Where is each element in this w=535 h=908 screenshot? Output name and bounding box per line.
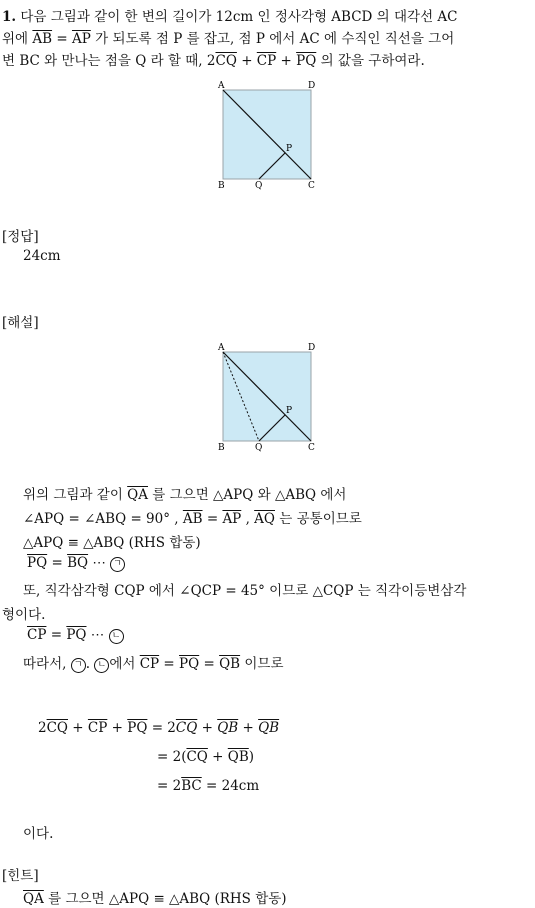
segment-cq: $\overline{CQ}$ bbox=[175, 720, 198, 736]
segment-cq: $\overline{CQ}$ bbox=[46, 720, 68, 736]
equals-term: = 2 bbox=[151, 720, 176, 736]
label-b: B bbox=[218, 181, 225, 191]
segment-bc: $\overline{BC}$ bbox=[181, 778, 202, 794]
label-c: C bbox=[308, 443, 315, 453]
solution-text: 에서 bbox=[109, 656, 136, 672]
segment-pq: $\overline{PQ}$ bbox=[296, 53, 317, 69]
solution-text: 이므로 bbox=[244, 656, 284, 672]
segment-qb: $\overline{QB}$ bbox=[227, 749, 249, 765]
plus-sign: + bbox=[72, 720, 84, 736]
equals-sign: = bbox=[206, 511, 219, 527]
solution-line-8 bbox=[23, 652, 284, 673]
label-a: A bbox=[218, 81, 225, 91]
circled-label-2: ㄴ bbox=[94, 658, 109, 673]
equals-term: = 2 bbox=[157, 778, 182, 794]
circled-label-1: ㄱ bbox=[71, 658, 86, 673]
segment-qb: $\overline{QB}$ bbox=[217, 720, 239, 736]
plus-sign: + bbox=[280, 53, 292, 69]
ellipsis: ⋯ bbox=[90, 627, 105, 643]
equation-line-2 bbox=[157, 749, 254, 765]
equals-sign: = bbox=[163, 656, 175, 672]
segment-qb: $\overline{QB}$ bbox=[219, 656, 241, 672]
plus-sign: + bbox=[242, 720, 254, 736]
plus-sign: + bbox=[241, 53, 253, 69]
answer-value: 24cm bbox=[23, 248, 61, 264]
hint-header: [힌트] bbox=[2, 868, 39, 884]
problem-text-3b: 의 값을 구하여라. bbox=[320, 53, 425, 69]
segment-cq: $\overline{CQ}$ bbox=[186, 749, 208, 765]
segment-ap: $\overline{AP}$ bbox=[71, 31, 91, 47]
segment-pq: $\overline{PQ}$ bbox=[179, 656, 200, 672]
solution-text: 따라서, bbox=[23, 656, 67, 672]
label-b: B bbox=[218, 443, 225, 453]
plus-sign: + bbox=[212, 749, 224, 765]
problem-text-1: 다음 그림과 같이 한 변의 길이가 12cm 인 정사각형 ABCD 의 대각선 AC bbox=[20, 9, 458, 25]
label-a: A bbox=[218, 343, 225, 353]
ellipsis: ⋯ bbox=[92, 555, 106, 571]
label-q: Q bbox=[255, 443, 263, 453]
equals-sign: = bbox=[51, 555, 63, 571]
hint-line bbox=[23, 887, 287, 907]
solution-text: 를 그으면 △APQ 와 △ABQ 에서 bbox=[152, 487, 347, 503]
circled-label-2: ㄴ bbox=[109, 629, 124, 644]
solution-line-5: 또, 직각삼각형 CQP 에서 ∠QCP = 45° 이므로 △CQP 는 직각이등변삼각 bbox=[23, 583, 467, 599]
solution-header: [해설] bbox=[2, 315, 39, 331]
segment-pq: $\overline{PQ}$ bbox=[66, 627, 87, 643]
equation-line-1 bbox=[38, 720, 279, 736]
segment-qb: $\overline{QB}$ bbox=[258, 720, 280, 736]
segment-ab: $\overline{AB}$ bbox=[182, 511, 203, 527]
solution-line-1 bbox=[23, 483, 346, 503]
segment-pq: $\overline{PQ}$ bbox=[27, 555, 48, 571]
segment-cp: $\overline{CP}$ bbox=[87, 720, 108, 736]
segment-cp: $\overline{CP}$ bbox=[139, 656, 160, 672]
separator: . bbox=[85, 656, 91, 672]
paren-close: ) bbox=[248, 749, 255, 765]
segment-bq: $\overline{BQ}$ bbox=[67, 555, 89, 571]
solution-text: 는 공통이므로 bbox=[279, 511, 362, 527]
result: = 24cm bbox=[206, 778, 260, 794]
problem-text-3a: 변 BC 와 만나는 점을 Q 라 할 때, 2 bbox=[2, 53, 216, 69]
solution-line-3: △APQ ≡ △ABQ (RHS 합동) bbox=[23, 535, 201, 551]
label-d: D bbox=[308, 81, 316, 91]
segment-cq: $\overline{CQ}$ bbox=[215, 53, 237, 69]
problem-line-1 bbox=[2, 5, 457, 25]
plus-sign: + bbox=[111, 720, 123, 736]
label-p: P bbox=[286, 406, 293, 416]
problem-text-2a: 위에 bbox=[2, 31, 29, 47]
equals-sign: = bbox=[50, 627, 63, 643]
segment-cp: $\overline{CP}$ bbox=[256, 53, 277, 69]
label-p: P bbox=[286, 144, 293, 154]
segment-cp: $\overline{CP}$ bbox=[27, 627, 47, 643]
equals-sign: = bbox=[203, 656, 215, 672]
solution-line-4 bbox=[27, 555, 125, 572]
segment-aq: $\overline{AQ}$ bbox=[254, 511, 275, 527]
comma: , bbox=[245, 511, 250, 527]
hint-text: 를 그으면 △APQ ≡ △ABQ (RHS 합동) bbox=[48, 891, 287, 907]
solution-line-6: 형이다. bbox=[2, 607, 46, 623]
label-q: Q bbox=[255, 181, 263, 191]
solution-text: 위의 그림과 같이 bbox=[23, 487, 123, 503]
solution-text: ∠APQ = ∠ABQ = 90° , bbox=[23, 511, 179, 527]
problem-line-3 bbox=[2, 49, 425, 69]
figure-solution bbox=[0, 337, 535, 457]
equals-term: = 2( bbox=[157, 749, 187, 765]
segment-ab: $\overline{AB}$ bbox=[32, 31, 53, 47]
equation-line-3 bbox=[157, 778, 259, 794]
solution-line-2 bbox=[23, 507, 362, 527]
answer-header: [정답] bbox=[2, 229, 39, 245]
problem-text-2b: 가 되도록 점 P 를 잡고, 점 P 에서 AC 에 수직인 직선을 그어 bbox=[95, 31, 455, 47]
circled-label-1: ㄱ bbox=[110, 557, 125, 572]
segment-qa: $\overline{QA}$ bbox=[127, 487, 148, 503]
segment-ap: $\overline{AP}$ bbox=[222, 511, 242, 527]
solution-end: 이다. bbox=[23, 826, 54, 842]
solution-line-7 bbox=[27, 627, 124, 644]
label-d: D bbox=[308, 343, 316, 353]
figure-problem bbox=[0, 75, 535, 195]
problem-number: 1. bbox=[2, 9, 17, 25]
equals-sign: = bbox=[56, 31, 68, 47]
coefficient: 2 bbox=[38, 720, 47, 736]
segment-qa: $\overline{QA}$ bbox=[23, 891, 44, 907]
segment-pq: $\overline{PQ}$ bbox=[127, 720, 148, 736]
plus-sign: + bbox=[201, 720, 213, 736]
problem-line-2 bbox=[2, 27, 454, 47]
label-c: C bbox=[308, 181, 315, 191]
